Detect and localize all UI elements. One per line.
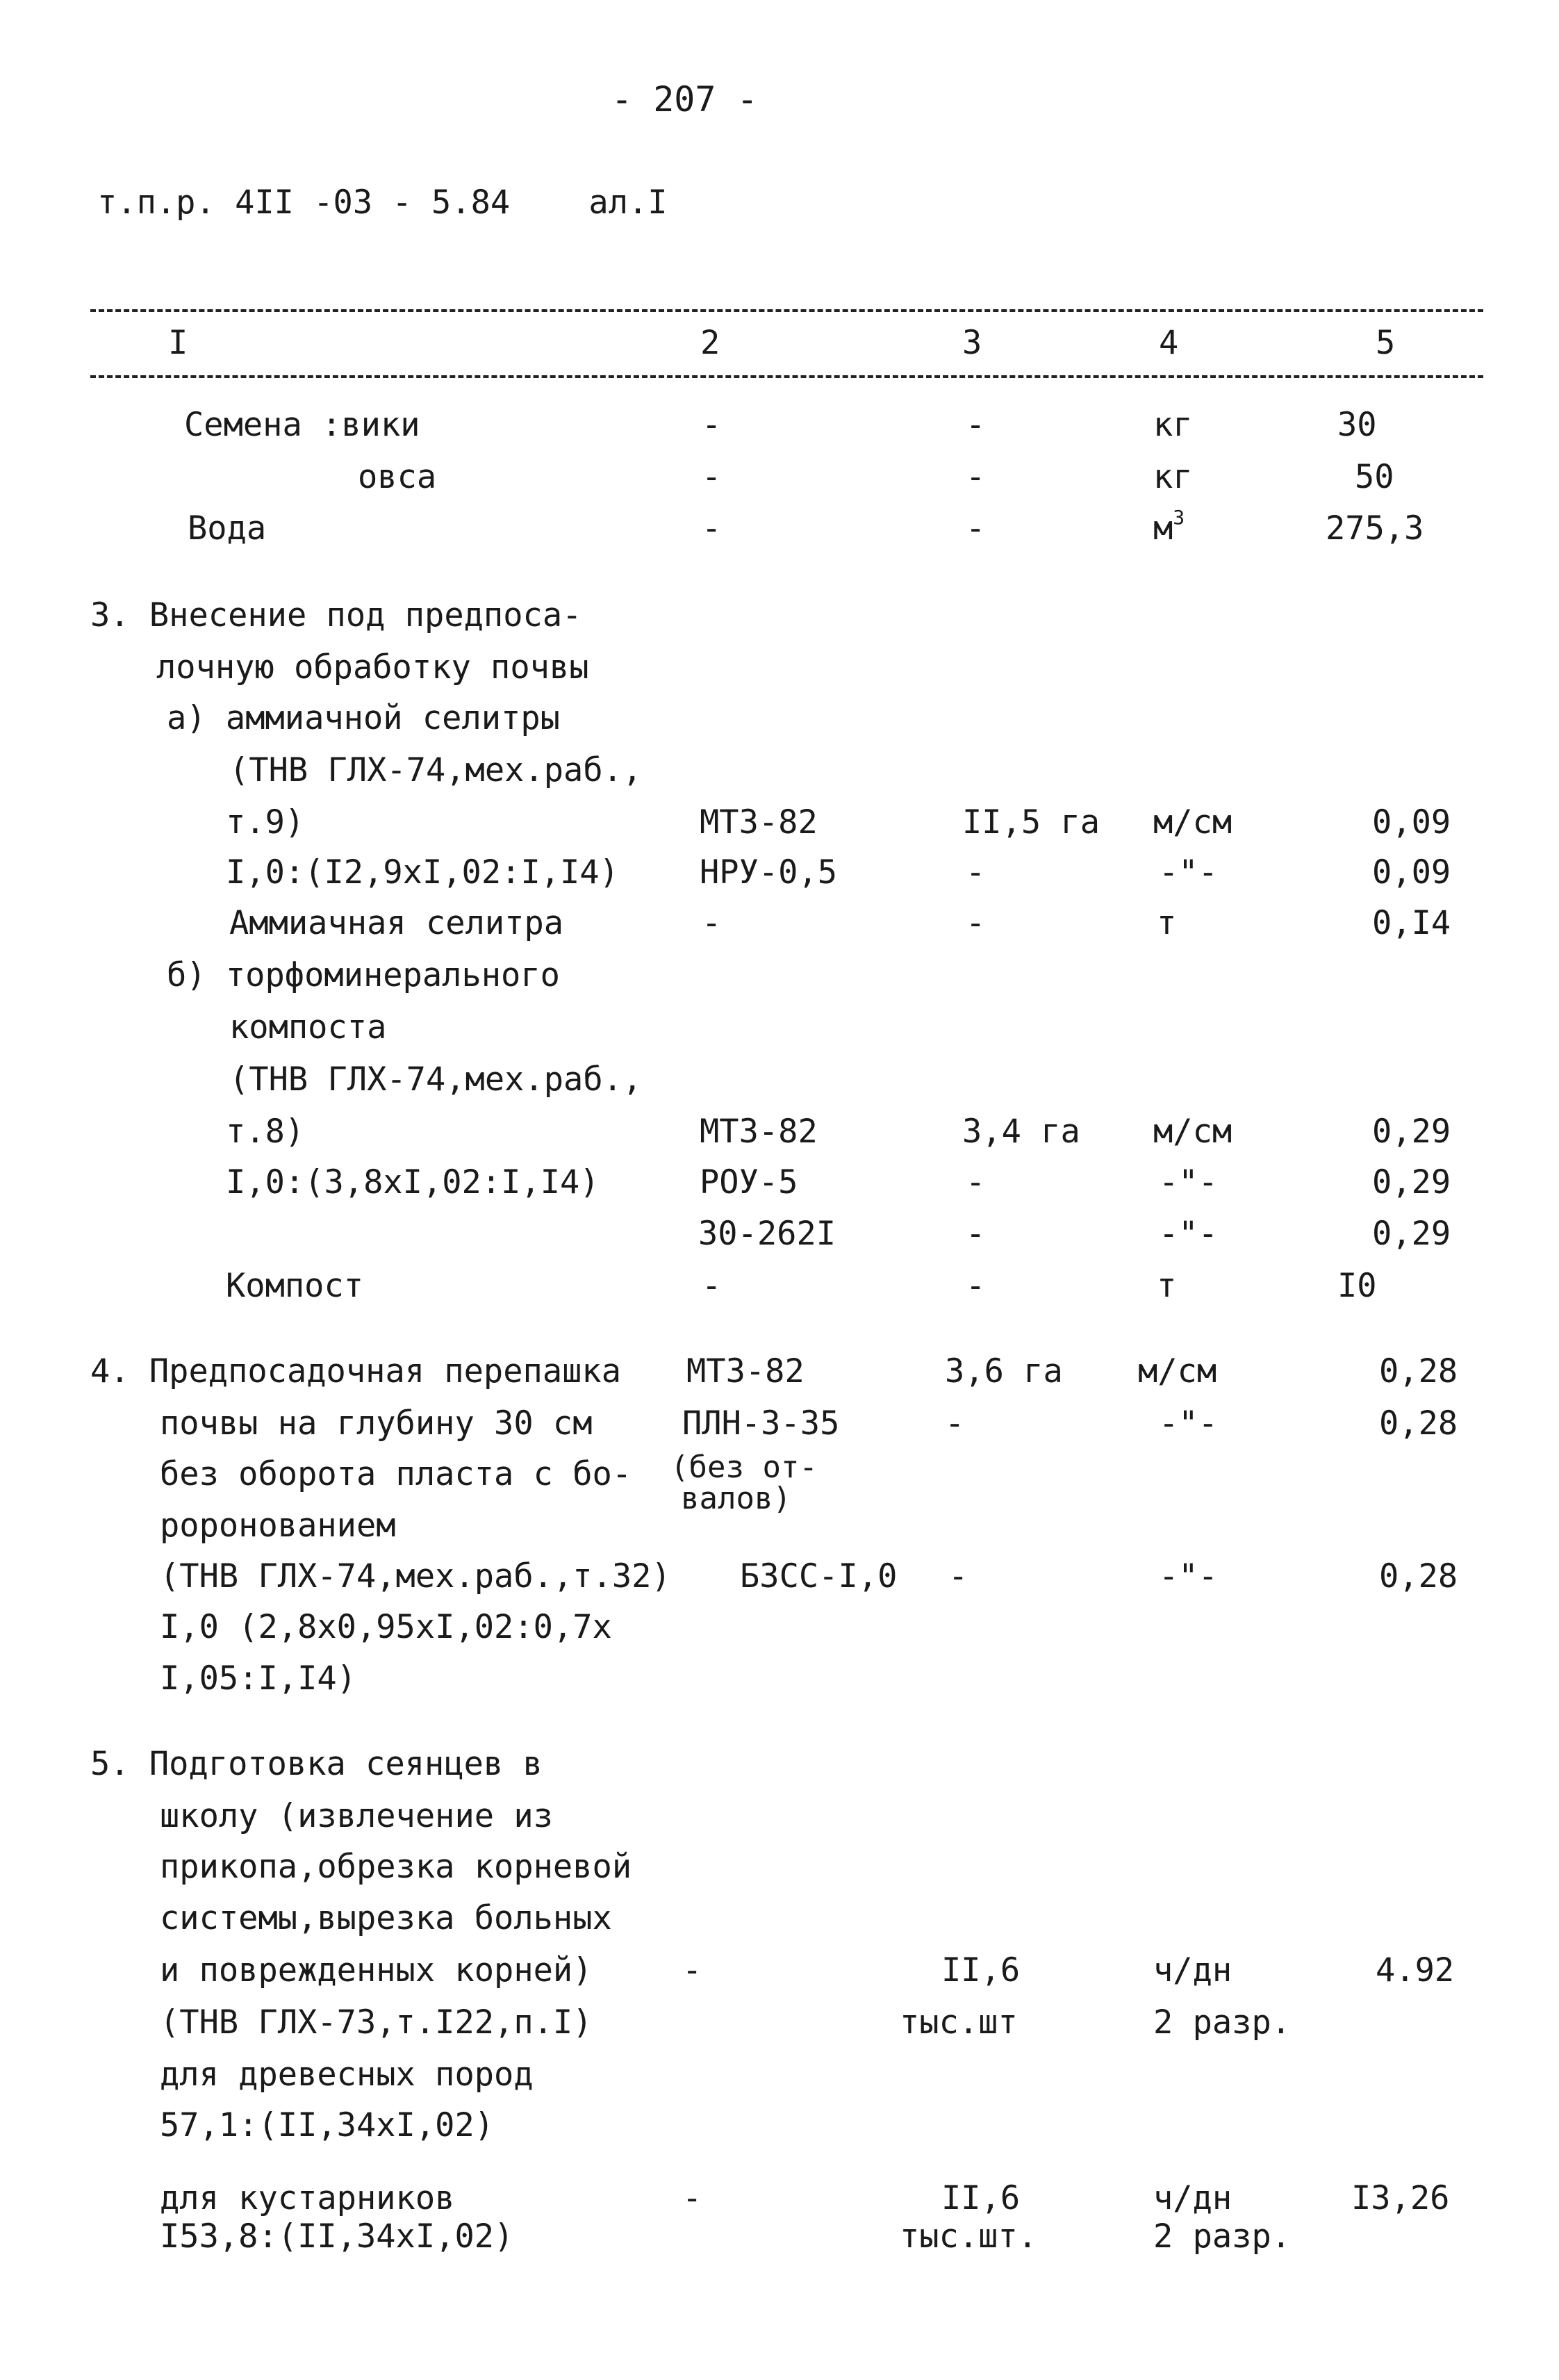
section3a-row2-c1: I,0:(I2,9xI,02:I,I4) [226,853,619,892]
section4-line1-c4: м/см [1138,1352,1217,1390]
row-water-c3: - [966,509,986,548]
section4-line1: 4. Предпосадочная перепашка [90,1352,622,1390]
row-seeds-vetch-c2: - [702,406,722,444]
row-seeds-vetch-label: Семена :вики [184,406,420,444]
section4-line2: почвы на глубину 30 см [160,1404,593,1443]
row-seeds-vetch-c3: - [966,406,986,444]
section3a-title: а) аммиачной селитры [167,699,560,737]
section3b-row3-c5: 0,29 [1372,1215,1451,1253]
section4-line2-c4: -"- [1159,1404,1218,1443]
section5-line5-c5: 4.92 [1376,1951,1455,1989]
section3b-row1-c2: МТЗ-82 [700,1113,818,1151]
section3a-row2-c4: -"- [1159,853,1218,892]
section4-line6: I,0 (2,8x0,95xI,02:0,7x [160,1608,612,1646]
section4-line7: I,05:I,I4) [160,1659,356,1698]
section5-line10: I53,8:(II,34xI,02) [160,2217,514,2256]
section5-line6-c3: тыс.шт [900,2003,1018,2042]
section3a-row3-c1: Аммиачная селитра [229,904,564,942]
row-water-value: 275,3 [1326,509,1424,548]
table-header-rule [90,375,1483,378]
section3b-title: б) торфоминерального [167,956,560,994]
section5-line9-c4: ч/дн [1153,2179,1232,2217]
section5-line10-c3: тыс.шт. [900,2217,1038,2256]
section5-line9-c2: - [682,2179,702,2217]
section3a-row2-c5: 0,09 [1372,853,1451,892]
section3b-row4-c3: - [966,1267,986,1305]
section5-line10-c4: 2 разр. [1153,2217,1292,2256]
section3a-row3-c5: 0,I4 [1372,904,1451,942]
row-seeds-oats-unit: кг [1153,458,1193,496]
section5-line6: (ТНВ ГЛХ-73,т.I22,п.I) [160,2003,593,2042]
section3b-row2-c4: -"- [1159,1163,1218,1201]
section5-line2: школу (извлечение из [160,1797,553,1835]
section5-line5: и поврежденных корней) [160,1951,593,1989]
row-seeds-vetch-unit: кг [1153,406,1193,444]
section4-line4: роронованием [160,1507,396,1545]
section3a-row1-c5: 0,09 [1372,803,1451,842]
section3b-norm-ref: (ТНВ ГЛХ-74,мех.раб., [229,1060,643,1099]
row-seeds-oats-c2: - [702,458,722,496]
column-header-5: 5 [1376,324,1396,362]
section5-line6-c4: 2 разр. [1153,2003,1292,2042]
section5-line5-c4: ч/дн [1153,1951,1232,1989]
section3a-row3-c3: - [966,904,986,942]
section4-line5-c5: 0,28 [1379,1557,1458,1595]
column-header-1: I [168,324,188,362]
row-seeds-vetch-value: 30 [1337,406,1377,444]
section4-line5-c3: - [948,1557,968,1595]
section3b-row1-c4: м/см [1153,1113,1232,1151]
section4-line5-c4: -"- [1159,1557,1218,1595]
section5-line7: для древесных пород [160,2055,534,2094]
section3b-row2-c5: 0,29 [1372,1163,1451,1201]
section3b-row2-c1: I,0:(3,8xI,02:I,I4) [226,1163,600,1201]
section4-line2-c3: - [945,1404,965,1443]
section3b-row1-c3: 3,4 га [962,1113,1080,1151]
section3a-row1-c4: м/см [1153,803,1232,842]
section4-line1-c2: МТЗ-82 [686,1352,805,1390]
column-header-2: 2 [700,324,720,362]
row-seeds-oats-label: овса [358,458,437,496]
section3b-row2-c2: РОУ-5 [700,1163,798,1201]
section3a-row3-c4: т [1157,904,1177,942]
section4-line3-note-b: валов) [681,1481,791,1516]
section3-title-line1: 3. Внесение под предпоса- [90,596,582,634]
section3a-row1-c1: т.9) [226,803,305,842]
section5-line4: системы,вырезка больных [160,1899,612,1937]
document-reference: т.п.р. 4II -03 - 5.84 ал.I [97,183,668,222]
section3a-norm-ref: (ТНВ ГЛХ-74,мех.раб., [229,751,643,789]
section3a-row1-c3: II,5 га [962,803,1100,842]
section3b-row2-c3: - [966,1163,986,1201]
section3a-row3-c2: - [702,904,722,942]
section4-line3: без оборота пласта с бо- [160,1455,632,1493]
section5-line5-c2: - [682,1951,702,1989]
section3b-row3-c4: -"- [1159,1215,1218,1253]
section3b-row4-c1: Компост [226,1267,364,1305]
section3a-row2-c3: - [966,853,986,892]
section3b-row4-c4: т [1157,1267,1177,1305]
row-seeds-oats-c3: - [966,458,986,496]
table-top-rule [90,309,1483,312]
section3a-row1-c2: МТЗ-82 [700,803,818,842]
row-water-label: Вода [188,509,267,548]
row-water-unit: $м^3$ [1153,506,1185,548]
section3b-row3-c2: 30-262I [698,1215,836,1253]
section5-line9: для кустарников [160,2179,455,2217]
row-water-c2: - [702,509,722,548]
row-seeds-oats-value: 50 [1355,458,1394,496]
section4-line1-c3: 3,6 га [945,1352,1063,1390]
section5-line1: 5. Подготовка сеянцев в [90,1745,543,1783]
section5-line9-c5: I3,26 [1351,2179,1450,2217]
page-number: - 207 - [611,79,758,120]
section4-line5-c2: БЗСС-I,0 [740,1557,898,1595]
section3b-row3-c3: - [966,1215,986,1253]
section4-line2-c5: 0,28 [1379,1404,1458,1443]
section4-line5: (ТНВ ГЛХ-74,мех.раб.,т.32) [160,1557,671,1595]
column-header-4: 4 [1159,324,1179,362]
section3a-row2-c2: НРУ-0,5 [700,853,838,892]
section3b-row1-c1: т.8) [226,1113,305,1151]
section3b-title-line2: компоста [229,1008,387,1047]
section4-line1-c5: 0,28 [1379,1352,1458,1390]
section3b-row4-c2: - [702,1267,722,1305]
section4-line2-c2: ПЛН-3-35 [682,1404,840,1443]
section5-line9-c3: II,6 [941,2179,1021,2217]
section3-title-line2: лочную обработку почвы [156,648,589,687]
section4-line3-note-a: (без от- [670,1450,818,1485]
section3b-row1-c5: 0,29 [1372,1113,1451,1151]
section5-line3: прикопа,обрезка корневой [160,1848,632,1886]
column-header-3: 3 [962,324,982,362]
section5-line5-c3: II,6 [941,1951,1021,1989]
section5-line8: 57,1:(II,34xI,02) [160,2106,495,2144]
section3b-row4-c5: I0 [1337,1267,1377,1305]
